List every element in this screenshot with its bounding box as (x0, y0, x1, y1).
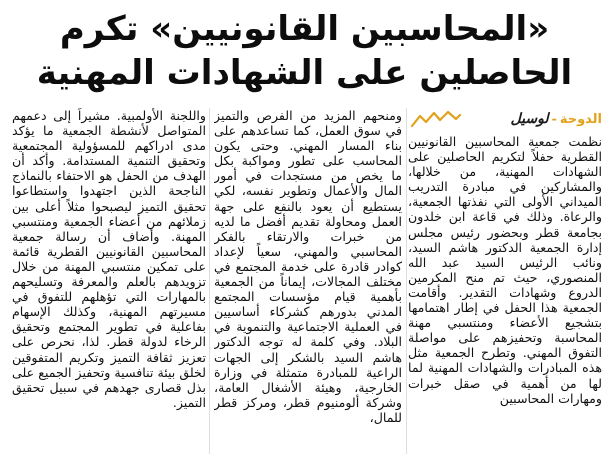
dateline (408, 108, 602, 130)
article-column-middle (214, 108, 402, 458)
lusail-logo-icon (410, 110, 462, 128)
dateline-separator: - (551, 111, 557, 126)
headline-line-1: «المحاسبين القانونيين» تكرم (59, 9, 550, 49)
article-column-left (12, 108, 206, 458)
article-paragraph: نظمت جمعية المحاسبين القانونيين القطرية حفلاً لتكريم الحاصلين على الشهادات المهنية، من خلالها، والمشاركين في مبادرة التدريب الميداني الأولى التي نفذتها الجمعية، والرعاة. وذلك في قاعة ابن خلدون بجامعة قطر وبحضور رئيس مجلس إدارة الجمعية الدكتور هاشم السيد، ونائب الرئيس السيد عبد الله المنصوري، حيث تم منح المكرمين الدروع وشهادات التقدير. وأقامت الجمعية هذا الحفل في إطار اهتمامها بتشجيع الأعضاء ومنتسبي مهنة المحاسبة وتحفيزهم على مواصلة التفوق المهني. وتطرح الجمعية مثل هذه المبادرات والشهادات المهنية لما لها من أهمية في صقل خبرات ومهارات المحاسبين (408, 134, 602, 406)
column-divider (406, 108, 407, 454)
headline-line-2: الحاصلين على الشهادات المهنية (36, 53, 573, 93)
article-column-right (408, 108, 602, 458)
column-divider (209, 108, 210, 454)
article-paragraph: ومنحهم المزيد من الفرص والتميز في سوق العمل، كما تساعدهم على بناء المسار المهني. وحتى يكون المحاسب على تطور ومواكبة بكل ما يخص من مستجدات في أمور المال والأعمال وتطوير نفسه، لكي يستطيع أن يعود بالنفع على جهة العمل ومحاولة تقديم أفضل ما لديه من خبرات والارتقاء بالفكر المحاسبي والمهني، سعياً لإعداد كوادر قادرة على خدمة المجتمع في مختلف المجالات، إيماناً من الجمعية بأهمية قيام مؤسسات المجتمع المدني بدورهم كشركاء أساسيين في العملية الاجتماعية والتنموية في البلاد. وفي كلمة له توجه الدكتور هاشم السيد بالشكر إلى الجهات الراعية للمبادرة متمثلة في وزارة الخارجية، وهيئة الأشغال العامة، وشركة ألومنيوم قطر، ومركز قطر للمال، (214, 108, 402, 425)
article-paragraph: واللجنة الأولمبية. مشيراً إلى دعمهم المتواصل لأنشطة الجمعية ما يؤكد مدى ادراكهم للمسؤولية المجتمعية وتحقيق التنمية المستدامة. وأكد أن الهدف من الحفل هو الاحتفاء بالنماذج الناجحة الذين اجتهدوا واستطاعوا تحقيق التميز ليصبحوا مثلاً أعلى بين زملائهم من أعضاء الجمعية ومنتسبي المهنة. وأضاف أن رسالة جمعية المحاسبين القانونيين القطرية قائمة على تمكين منتسبي المهنة من خلال تزويدهم بالعلم والمعرفة وتسليحهم بالمهارات التي تؤهلهم للتفوق في مسيرتهم المهنية، وكذلك الإسهام بفاعلية في تطوير المجتمع وتحقيق الرخاء لدولة قطر. لذا، نحرص على تعزيز ثقافة التميز وتكريم المتفوقين لخلق بيئة تنافسية وتحفيز الجميع على بذل قصارى جهدهم في سبيل تحقيق التميز. (12, 108, 206, 410)
dateline-brand: لوسيل (510, 111, 549, 127)
dateline-city: الدوحة (559, 112, 602, 127)
